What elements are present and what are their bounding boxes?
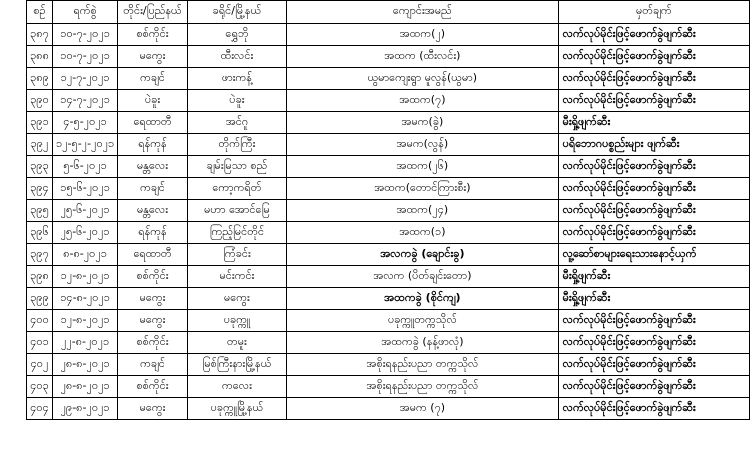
cell-school: အထက(၂) bbox=[287, 24, 559, 46]
cell-no: ၃၉၁ bbox=[27, 112, 53, 134]
cell-remark: လက်လုပ်မိုင်းဖြင့်ဖောက်ခွဲဖျက်ဆီး bbox=[558, 354, 749, 376]
cell-date: ၁၂-၇-၂၀၂၁ bbox=[52, 68, 117, 90]
table-row bbox=[27, 266, 750, 288]
cell-no: ၄၀၁ bbox=[27, 332, 53, 354]
table-row bbox=[27, 244, 750, 266]
cell-remark: လူ့ဆော်စာများရေးသားနောင့်ယှက် bbox=[558, 244, 749, 266]
cell-school: အထက(၇) bbox=[287, 90, 559, 112]
cell-date: ၂၅-၆-၂၀၂၁ bbox=[52, 200, 117, 222]
cell-township: မကွေး bbox=[187, 288, 286, 310]
cell-township: ကြံခင်း bbox=[187, 244, 286, 266]
cell-no: ၃၉၃ bbox=[27, 156, 53, 178]
cell-remark: လက်လုပ်မိုင်းဖြင့်ဖောက်ခွဲဖျက်ဆီး bbox=[558, 398, 749, 420]
cell-region: မန္တလေး bbox=[118, 156, 188, 178]
cell-township: တိုက်ကြီး bbox=[187, 134, 286, 156]
cell-remark: လက်လုပ်မိုင်းဖြင့်ဖောက်ခွဲဖျက်ဆီး bbox=[558, 200, 749, 222]
cell-date: ၂၅-၆-၂၀၂၁ bbox=[52, 222, 117, 244]
cell-no: ၃၉၀ bbox=[27, 90, 53, 112]
table-row bbox=[27, 222, 750, 244]
cell-school: ပခုက္ကူတက္ကသိုလ် bbox=[287, 310, 559, 332]
cell-remark: လက်လုပ်မိုင်းဖြင့်ဖောက်ခွဲဖျက်ဆီး bbox=[558, 24, 749, 46]
cell-no: ၃၉၂ bbox=[27, 134, 53, 156]
cell-township: ပခုက္ကူ bbox=[187, 310, 286, 332]
cell-township: ပခုက္ကူမြို့နယ် bbox=[187, 398, 286, 420]
cell-no: ၄၀၃ bbox=[27, 376, 53, 398]
school-incident-table bbox=[26, 0, 750, 420]
header-date: ရက်စွဲ bbox=[52, 1, 117, 24]
cell-region: ပဲခူး bbox=[118, 90, 188, 112]
cell-region: စစ်ကိုင်း bbox=[118, 266, 188, 288]
cell-remark: မီးရှို့ဖျက်ဆီး bbox=[558, 112, 749, 134]
table-row bbox=[27, 24, 750, 46]
cell-no: ၃၉၄ bbox=[27, 178, 53, 200]
cell-date: ၁၅-၆-၂၀၂၁ bbox=[52, 178, 117, 200]
cell-school: အထက(တောင်ကြားစီး) bbox=[287, 178, 559, 200]
cell-remark: လက်လုပ်မိုင်းဖြင့်ဖောက်ခွဲဖျက်ဆီး bbox=[558, 90, 749, 112]
cell-region: စစ်ကိုင်း bbox=[118, 376, 188, 398]
table-row bbox=[27, 332, 750, 354]
cell-no: ၄၀၂ bbox=[27, 354, 53, 376]
cell-township: ပဲခူး bbox=[187, 90, 286, 112]
cell-date: ၈-၈-၂၀၂၁ bbox=[52, 244, 117, 266]
table-row bbox=[27, 156, 750, 178]
cell-township: ကော့ကရိတ် bbox=[187, 178, 286, 200]
cell-remark: လက်လုပ်မိုင်းဖြင့်ဖောက်ခွဲဖျက်ဆီး bbox=[558, 68, 749, 90]
cell-region: စစ်ကိုင်း bbox=[118, 24, 188, 46]
cell-no: ၃၉၅ bbox=[27, 200, 53, 222]
cell-school: အထက(၂၆) bbox=[287, 156, 559, 178]
cell-township: တမူး bbox=[187, 332, 286, 354]
cell-township: မဟာ အောင်မြေ bbox=[187, 200, 286, 222]
cell-school: အစိုးရနည်းပညာ တက္ကသိုလ် bbox=[287, 354, 559, 376]
cell-township: ဖားကန့် bbox=[187, 68, 286, 90]
table-row bbox=[27, 178, 750, 200]
cell-remark: မီးရှို့ဖျက်ဆီး bbox=[558, 288, 749, 310]
cell-no: ၃၉၉ bbox=[27, 288, 53, 310]
cell-region: ရန်ကုန် bbox=[118, 134, 188, 156]
cell-no: ၄၀၀ bbox=[27, 310, 53, 332]
header-region: တိုင်း/ပြည်နယ် bbox=[118, 1, 188, 24]
cell-date: ၄-၅-၂၀၂၁ bbox=[52, 112, 117, 134]
table-row bbox=[27, 354, 750, 376]
cell-school: အမက (၇) bbox=[287, 398, 559, 420]
cell-school: အထက (ထီးလင်း) bbox=[287, 46, 559, 68]
cell-no: ၃၈၈ bbox=[27, 46, 53, 68]
table-row bbox=[27, 90, 750, 112]
cell-no: ၃၉၈ bbox=[27, 266, 53, 288]
cell-township: မင်းကင်း bbox=[187, 266, 286, 288]
table-row bbox=[27, 112, 750, 134]
cell-region: မကွေး bbox=[118, 310, 188, 332]
cell-township: ရွှေဘို bbox=[187, 24, 286, 46]
cell-date: ၅-၆-၂၀၂၁ bbox=[52, 156, 117, 178]
table-row bbox=[27, 46, 750, 68]
cell-no: ၃၉၆ bbox=[27, 222, 53, 244]
cell-school: ယွမာကျေးရွာ မူလွန်(ယွမာ) bbox=[287, 68, 559, 90]
cell-region: မကွေး bbox=[118, 46, 188, 68]
cell-school: အလကခွဲ (ချောင်းခွ) bbox=[287, 244, 559, 266]
cell-remark: လက်လုပ်မိုင်းဖြင့်ဖောက်ခွဲဖျက်ဆီး bbox=[558, 178, 749, 200]
cell-date: ၂၈-၈-၂၀၂၁ bbox=[52, 354, 117, 376]
cell-township: အင်ဂူ bbox=[187, 112, 286, 134]
cell-date: ၂၂-၈-၂၀၂၁ bbox=[52, 332, 117, 354]
cell-date: ၁၂-၅-၂-၂၀၂၁ bbox=[52, 134, 117, 156]
header-school: ကျောင်းအမည် bbox=[287, 1, 559, 24]
cell-school: အထက(၂၄) bbox=[287, 200, 559, 222]
cell-region: ကချင် bbox=[118, 178, 188, 200]
cell-remark: လက်လုပ်မိုင်းဖြင့်ဖောက်ခွဲဖျက်ဆီး bbox=[558, 310, 749, 332]
cell-township: ချမ်းမြသာ စည် bbox=[187, 156, 286, 178]
cell-school: အမက(လွန်) bbox=[287, 134, 559, 156]
cell-remark: လက်လုပ်မိုင်းဖြင့်ဖောက်ခွဲဖျက်ဆီး bbox=[558, 156, 749, 178]
cell-no: ၄၀၄ bbox=[27, 398, 53, 420]
cell-school: အထကခွဲ (စိုင်ကျ) bbox=[287, 288, 559, 310]
cell-region: မကွေး bbox=[118, 398, 188, 420]
cell-date: ၁၄-၇-၂၀၂၁ bbox=[52, 90, 117, 112]
header-township: ခရိုင်/မြို့နယ် bbox=[187, 1, 286, 24]
cell-region: ရေထာတီ bbox=[118, 244, 188, 266]
cell-date: ၁၂-၈-၂၀၂၁ bbox=[52, 310, 117, 332]
cell-school: အထကခွဲ (နန့်ဖာလုံ) bbox=[287, 332, 559, 354]
table-row bbox=[27, 200, 750, 222]
header-row bbox=[27, 1, 750, 24]
table-row bbox=[27, 134, 750, 156]
cell-date: ၁၀-၇-၂၀၂၁ bbox=[52, 24, 117, 46]
cell-region: ကချင် bbox=[118, 68, 188, 90]
header-remark: မှတ်ချက် bbox=[558, 1, 749, 24]
cell-township: ထီးလင်း bbox=[187, 46, 286, 68]
cell-date: ၁၀-၇-၂၀၂၁ bbox=[52, 46, 117, 68]
cell-school: အစိုးရနည်းပညာ တက္ကသိုလ် bbox=[287, 376, 559, 398]
cell-township: ကလေး bbox=[187, 376, 286, 398]
cell-date: ၁၄-၈-၂၀၂၁ bbox=[52, 288, 117, 310]
cell-remark: လက်လုပ်မိုင်းဖြင့်ဖောက်ခွဲဖျက်ဆီး bbox=[558, 376, 749, 398]
cell-region: ကချင် bbox=[118, 354, 188, 376]
table-row bbox=[27, 68, 750, 90]
table-row bbox=[27, 398, 750, 420]
cell-remark: လက်လုပ်မိုင်းဖြင့်ဖောက်ခွဲဖျက်ဆီး bbox=[558, 332, 749, 354]
cell-remark: ပရိဘောဂပစ္စည်းများ ဖျက်ဆီး bbox=[558, 134, 749, 156]
cell-region: မန္တလေး bbox=[118, 200, 188, 222]
cell-region: ရေထာတီ bbox=[118, 112, 188, 134]
cell-region: စစ်ကိုင်း bbox=[118, 332, 188, 354]
table-row bbox=[27, 288, 750, 310]
header-no: စဉ် bbox=[27, 1, 53, 24]
cell-date: ၁၂-၈-၂၀၂၁ bbox=[52, 266, 117, 288]
cell-school: အမက(ခွဲ) bbox=[287, 112, 559, 134]
cell-date: ၂၉-၈-၂၀၂၁ bbox=[52, 398, 117, 420]
cell-school: အထက(၁) bbox=[287, 222, 559, 244]
table-row bbox=[27, 376, 750, 398]
cell-township: ကြည့်မြင်တိုင် bbox=[187, 222, 286, 244]
cell-school: အလက (ပိတ်ချင်းတော) bbox=[287, 266, 559, 288]
cell-no: ၃၈၉ bbox=[27, 68, 53, 90]
cell-no: ၃၉၇ bbox=[27, 244, 53, 266]
cell-date: ၂၈-၈-၂၀၂၁ bbox=[52, 376, 117, 398]
cell-region: ရန်ကုန် bbox=[118, 222, 188, 244]
table-row bbox=[27, 310, 750, 332]
cell-no: ၃၈၇ bbox=[27, 24, 53, 46]
cell-remark: လက်လုပ်မိုင်းဖြင့်ဖောက်ခွဲဖျက်ဆီး bbox=[558, 222, 749, 244]
cell-township: မြစ်ကြီးနားမြို့နယ် bbox=[187, 354, 286, 376]
cell-remark: လက်လုပ်မိုင်းဖြင့်ဖောက်ခွဲဖျက်ဆီး bbox=[558, 46, 749, 68]
cell-remark: မီးရှို့ဖျက်ဆီး bbox=[558, 266, 749, 288]
cell-region: မကွေး bbox=[118, 288, 188, 310]
